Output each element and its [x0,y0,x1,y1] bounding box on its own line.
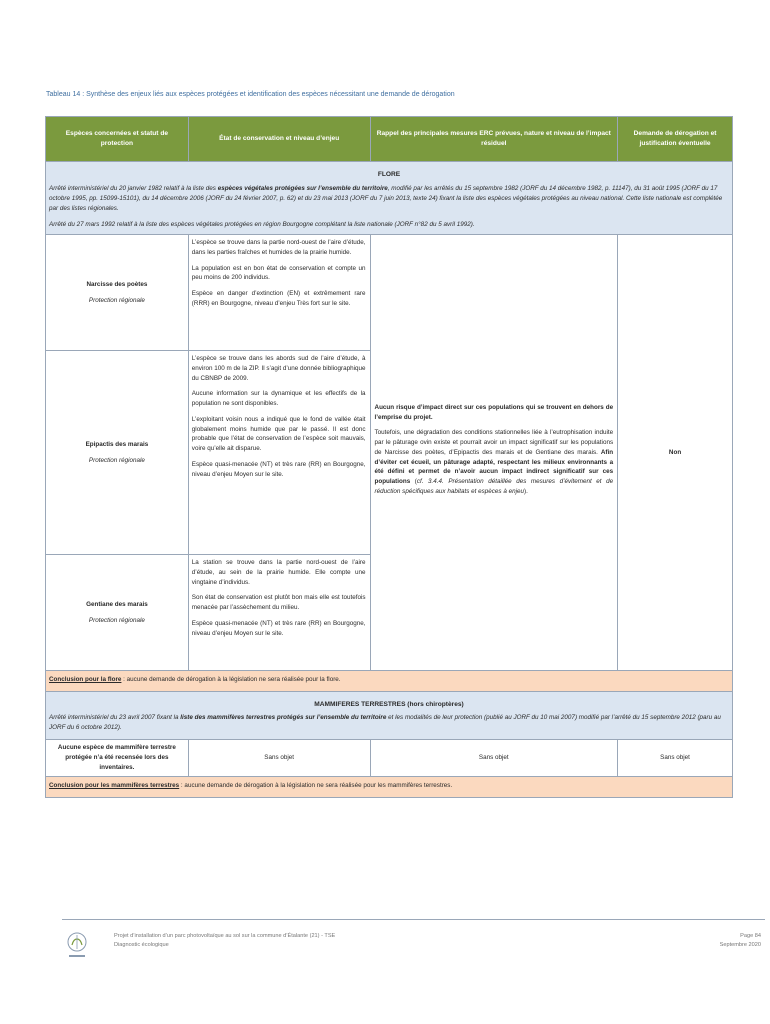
mammiferes-intro [46,710,732,739]
description-paragraph: Son état de conservation est plutôt bon mais elle est toutefois menacée par l’assèchement du milieu. [191,594,366,612]
measures-paragraph-2 [375,428,614,496]
flore-intro-2: Arrêté du 27 mars 1992 relatif à la liste des espèces végétales protégées en région Bourgogne complétant la liste nationale (JORF n°82 du 5 avril 1992). [49,221,475,229]
mammiferes-conclusion-row [46,776,733,797]
mammiferes-measures: Sans objet [370,739,618,776]
flore-intro-1-b: espèces végétales protégées sur l’ensemble du territoire [217,185,388,193]
measures-reference: cf. 3.4.4. Présentation détaillée des mesures d’évitement et de réduction spécifiques aux habitats et espèces à enjeu [374,478,614,495]
measures-bold-text: Afin d’éviter cet écueil, un pâturage adapté, respectant les milieux environnants a été défini et permet de n’avoir aucun impact indirect significatif sur ces populations [374,448,614,486]
footer-left [114,932,335,950]
flore-intro-cell [46,162,733,235]
description-paragraph: Espèce quasi-menacée (NT) et très rare (RR) en Bourgogne, niveau d’enjeu Moyen sur le site. [191,460,366,478]
header-species: Espèces concernées et statut de protection [46,117,189,162]
description-paragraph: La population est en bon état de conservation et compte un peu moins de 200 individus. [191,264,366,282]
description-paragraph: L’espèce se trouve dans la partie nord-ouest de l’aire d’étude, dans les parties fraîches et humides de la prairie humide. [191,239,366,256]
mammiferes-intro-c: et les modalités de leur protection (publié au JORF du 10 mai 2007) modifié par l’arrêté du 15 septembre 2012 (paru au JORF du 6 octobre 2012). [49,714,721,732]
description-paragraph: L’espèce se trouve dans les abords sud de l’aire d’étude, à environ 100 m de la ZIP. Il s’agit d’une donnée bibliographique du CBNBP de 2009. [191,355,366,382]
mammiferes-derogation: Sans objet [618,739,733,776]
footer-subtitle: Diagnostic écologique [114,941,169,948]
description-paragraph: La station se trouve dans la partie nord-ouest de l’aire d’étude, au sein de la prairie humide. Elle compte une vingtaine d’individus. [191,559,366,586]
measures-cell [370,235,618,671]
description-paragraph: Aucune information sur la dynamique et les effectifs de la population ne sont disponibles. [191,390,366,408]
flore-section [46,162,733,235]
conclusion-label: Conclusion pour la flore [49,676,122,684]
flore-conclusion [46,671,733,692]
flore-intro-1 [49,184,729,213]
synthesis-table [45,116,733,798]
company-logo-icon [66,929,88,963]
conclusion-text: : aucune demande de dérogation à la législation ne sera réalisée pour la flore. [121,676,341,684]
species-description [188,351,370,555]
species-description [188,235,370,351]
species-name: Gentiane des marais [86,600,148,608]
header-conservation: État de conservation et niveau d’enjeu [188,117,370,162]
table-caption: Tableau 14 : Synthèse des enjeux liés aux espèces protégées et identification des espèces nécessitant une demande de dérogation [46,91,455,98]
mammiferes-species: Aucune espèce de mammifère terrestre protégée n’a été recensée lors des inventaires. [46,739,189,776]
species-cell [46,351,189,555]
flore-title: FLORE [377,171,401,178]
flore-intro-1-a: Arrêté interministériel du 20 janvier 1982 relatif à la liste des [49,185,218,193]
flore-intro-1-c: , modifié par les arrêtés du 15 septembre 1982 (JORF du 14 décembre 1982, p. 11147), du 31 août 1995 (JORF du 17 octobre 1995, pp. 15099-15101), du 14 décembre 2006 (JORF du 24 février 2007, p. 62) et du 23 mai 2013 (JORF du 7 juin 2013, texte 24) fixant la liste des espèces végétales protégées au niveau national. Cette liste nationale est complétée par des listes régionales. [49,185,723,212]
species-name: Epipactis des marais [85,440,149,448]
mammiferes-section [46,692,733,740]
header-measures: Rappel des principales mesures ERC prévues, nature et niveau de l’impact résiduel [370,117,618,162]
mammiferes-intro-b: liste des mammifères terrestres protégés sur l’ensemble du territoire [180,714,387,722]
flore-conclusion-row [46,671,733,692]
derogation-cell: Non [618,235,733,671]
page-number: Page 84 [740,933,761,939]
footer-divider [62,919,765,920]
mammiferes-conservation: Sans objet [188,739,370,776]
footer-date: Septembre 2020 [719,941,761,948]
conclusion-text: : aucune demande de dérogation à la législation ne sera réalisée pour les mammifères terrestres. [179,781,453,789]
header-derogation: Demande de dérogation et justification éventuelle [618,117,733,162]
species-cell [46,235,189,351]
mammiferes-intro-cell [46,692,733,740]
species-protection: Protection régionale [88,616,145,624]
table-header-row [46,117,733,162]
mammiferes-conclusion [46,776,733,797]
species-description [188,555,370,671]
mammiferes-row [46,739,733,776]
mammiferes-intro-a: Arrêté interministériel du 23 avril 2007 fixant la [49,714,181,722]
species-cell [46,555,189,671]
description-paragraph: L’exploitant voisin nous a indiqué que le fond de vallée était globalement moins humide que par le passé. Il est donc probable que l’état de conservation de l’espèce soit mauvais, voire qu’elle ait disparue. [191,415,366,453]
footer-right [720,932,761,950]
species-protection: Protection régionale [88,456,145,464]
measures-text: Toutefois, une dégradation des conditions stationnelles liée à l’eutrophisation induite par le pâturage ovin existe et pourrait avoir un impact significatif sur les populations de Narcisse des poètes, d’Epipactis des marais et de Gentiane des marais. [374,429,614,456]
measures-text: ). [524,487,528,495]
footer-project: Projet d’installation d’un parc photovoltaïque au sol sur la commune d’Étalante (21) - TSE [114,933,336,939]
species-name: Narcisse des poètes [86,280,148,288]
measures-paragraph-1: Aucun risque d’impact direct sur ces populations qui se trouvent en dehors de l’emprise du projet. [374,403,614,421]
description-paragraph: Espèce en danger d’extinction (EN) et extrêmement rare (RRR) en Bourgogne, niveau d’enjeu Très fort sur le site. [191,290,366,307]
description-paragraph: Espèce quasi-menacée (NT) et très rare (RR) en Bourgogne, niveau d’enjeu Moyen sur le site. [191,619,366,637]
species-protection: Protection régionale [88,296,145,304]
conclusion-label: Conclusion pour les mammifères terrestres [49,781,180,789]
mammiferes-title: MAMMIFERES TERRESTRES (hors chiroptères) [314,701,464,709]
species-row-narcisse [46,235,733,351]
measures-text: ( [410,478,417,486]
